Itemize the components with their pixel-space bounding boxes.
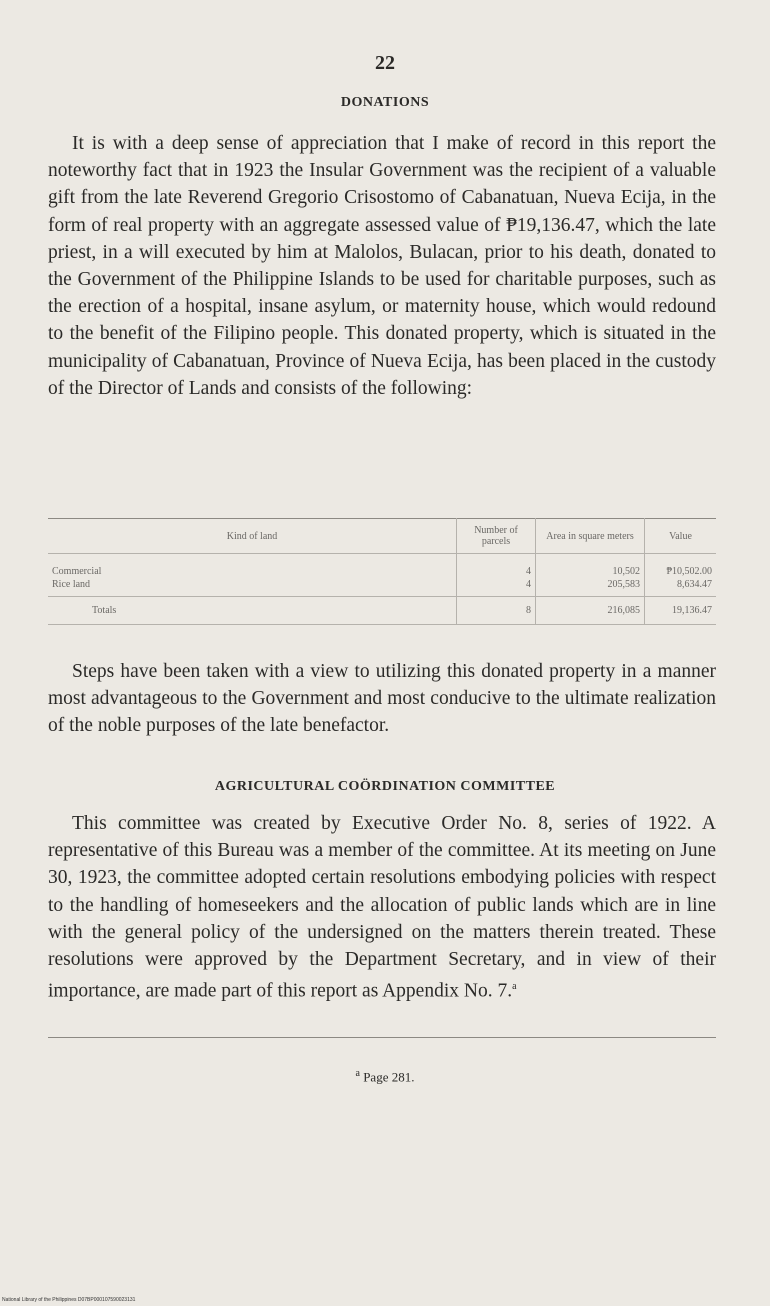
footnote-text: Page 281. <box>363 1069 415 1085</box>
totals-number: 8 <box>457 597 536 625</box>
row-number: 4 <box>457 554 536 579</box>
row-kind: Rice land <box>52 579 91 590</box>
row-number: 4 <box>457 578 536 597</box>
section-heading-committee: AGRICULTURAL COÖRDINATION COMMITTEE <box>214 779 556 794</box>
archive-label: National Library of the Philippines D07BP000107590023131 <box>2 1297 136 1303</box>
row-area: 205,583 <box>536 578 645 597</box>
footnote-marker: a <box>355 1068 360 1079</box>
section-heading-donations: DONATIONS <box>340 95 430 110</box>
row-value: ₱10,502.00 <box>645 554 717 579</box>
page-number: 22 <box>375 52 395 74</box>
row-value: 8,634.47 <box>645 578 717 597</box>
totals-value: 19,136.47 <box>645 597 717 625</box>
donations-paragraph: It is with a deep sense of appreciation that I make of record in this report the noteworthy fact that in 1923 the Insular Government was the recipient of a valuable gift from the late Reverend Gregorio Crisostomo of Cabanatuan, Nueva Ecija, in the form of real property with an aggregate assessed value of ₱19,136.47, which the late priest, in a will executed by him at Malolos, Bulacan, prior to his death, donated to the Government of the Philippine Islands to be used for charitable purposes, such as the erection of a hospital, insane asylum, or maternity house, which would redound to the benefit of the Filipino people. This donated property, which is situated in the municipality of Cabanatuan, Province of Nueva Ecija, has been placed in the custody of the Director of Lands and consists of the following: <box>48 133 716 399</box>
footnote <box>0 1068 770 1085</box>
table-totals-row <box>48 597 716 625</box>
row-kind: Commercial <box>52 566 102 577</box>
table-header-number: Number of parcels <box>457 519 536 554</box>
table-header-kind: Kind of land <box>48 519 457 554</box>
steps-paragraph: Steps have been taken with a view to utilizing this donated property in a manner most advantageous to the Government and most conducive to the ultimate realization of the noble purposes of the late benefactor. <box>48 661 716 737</box>
donated-property-table <box>48 518 716 625</box>
row-area: 10,502 <box>536 554 645 579</box>
footnote-divider <box>48 1037 716 1038</box>
table-row <box>48 578 716 597</box>
table-header-value: Value <box>645 519 717 554</box>
committee-paragraph-text: This committee was created by Executive Order No. 8, series of 1922. A representative of this Bureau was a member of the committee. At its meeting on June 30, 1923, the committee adopted certain resolutions embodying policies with respect to the handling of homeseekers and the allocation of public lands which are in line with the general policy of the undersigned on the matters therein treated. These resolutions were approved by the Department Secretary, and in view of their importance, are made part of this report as Appendix No. 7. <box>48 813 716 1002</box>
table-header-area: Area in square meters <box>536 519 645 554</box>
committee-paragraph <box>48 810 716 1005</box>
totals-area: 216,085 <box>536 597 645 625</box>
footnote-reference: a <box>512 981 517 993</box>
totals-label: Totals <box>48 597 457 625</box>
table-row <box>48 554 716 579</box>
